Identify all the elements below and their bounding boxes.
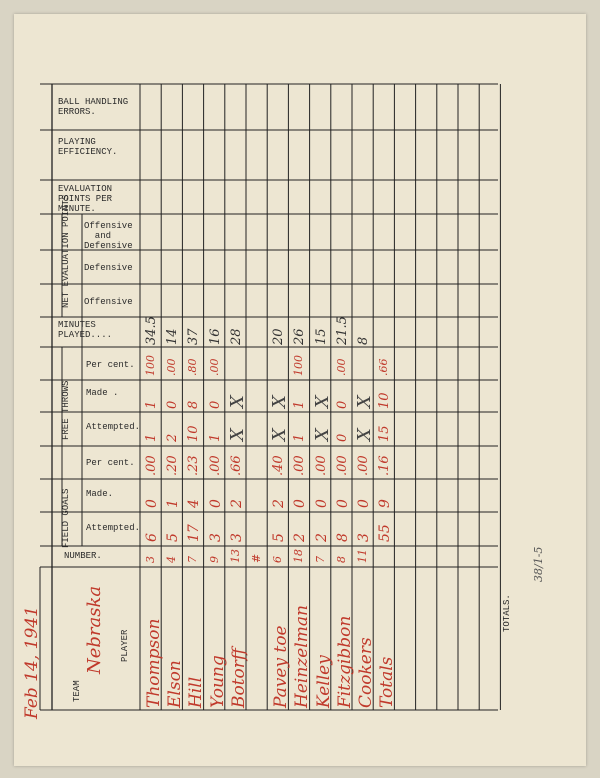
fg-attempted-value: 17 [186, 524, 203, 542]
ft-made-label: Made . [86, 388, 119, 398]
fg-percent-value: .00 [144, 455, 159, 476]
ft-made-value: 8 [186, 400, 202, 409]
net-evaluation-label: NET EVALUATION POINTS [61, 194, 71, 308]
minutes-played-label: MINUTES PLAYED.... [58, 320, 113, 340]
fg-percent-value: .16 [377, 455, 393, 476]
fg-attempted-value: 3 [228, 533, 245, 542]
team-name: Nebraska [84, 585, 105, 674]
fg-made-value: 0 [144, 499, 160, 508]
player-name: Thompson [144, 618, 164, 708]
fg-percent-value: .40 [271, 455, 287, 476]
ft-attempted-value: 15 [377, 425, 393, 442]
player-name: Heinzelman [292, 605, 313, 708]
fg-attempted-value: 3 [207, 533, 224, 542]
fg-attempted-value: 5 [271, 533, 288, 542]
fg-made-label: Made. [86, 489, 114, 499]
ft-made-value: 1 [144, 400, 159, 409]
ft-made-value: 0 [165, 400, 181, 409]
minutes-value: 26 [292, 328, 308, 345]
fg-percent-value: .66 [228, 455, 244, 476]
player-name: Elson [165, 660, 186, 708]
ft-per-cent-label: Per cent. [86, 360, 135, 370]
player-number: 4 [165, 556, 179, 563]
fg-percent-value: .20 [165, 455, 181, 476]
ft-percent-value: .00 [165, 358, 179, 376]
ft-attempted-value: 1 [207, 433, 223, 442]
totals-label: TOTALS. [502, 594, 512, 632]
ft-made-value: 1 [292, 400, 308, 409]
minutes-value: 28 [228, 328, 244, 345]
ft-percent-value: .00 [334, 358, 348, 376]
number-label: NUMBER. [64, 551, 102, 561]
fg-percent-value: .00 [313, 455, 329, 476]
ft-percent-value: .66 [377, 358, 391, 376]
ft-percent-value: .80 [186, 358, 200, 376]
fg-made-value: 0 [356, 499, 372, 508]
player-name: Hill [186, 676, 207, 708]
minutes-value: 16 [207, 328, 223, 345]
player-number: 11 [356, 549, 369, 563]
ft-attempted-value: X [311, 428, 333, 441]
minutes-value: 37 [186, 328, 202, 345]
player-name: Totals [377, 656, 398, 708]
fg-made-value: 0 [334, 499, 351, 508]
ft-attempted-value: 1 [144, 433, 159, 442]
ft-percent-value: 100 [292, 355, 306, 376]
fg-attempted-value: 2 [292, 533, 309, 542]
player-number: 13 [228, 549, 242, 563]
fg-attempted-value: 3 [356, 533, 372, 542]
fg-attempted-label: Attempted. [86, 523, 141, 533]
fg-percent-value: .23 [186, 455, 202, 476]
player-name: Kelley [313, 655, 334, 708]
ft-attempted-value: 1 [292, 433, 308, 442]
minutes-value: 34.5 [144, 316, 159, 345]
ft-made-value: X [354, 395, 375, 408]
player-number: 7 [313, 556, 327, 563]
offensive-defensive-label: Offensive and Defensive [84, 221, 133, 251]
offensive-label: Offensive [84, 297, 133, 307]
minutes-value: 21.5 [334, 316, 350, 345]
fg-made-value: 2 [228, 499, 245, 508]
player-name: Pavey toe [271, 625, 292, 708]
fg-attempted-value: 55 [377, 524, 394, 542]
fg-percent-value: .00 [207, 455, 223, 476]
player-number: 7 [186, 556, 200, 563]
ft-made-value: 0 [207, 400, 223, 409]
ft-made-value: X [226, 395, 248, 408]
ft-attempted-label: Attempted. [86, 422, 141, 432]
player-label: PLAYER [120, 629, 130, 662]
ft-made-value: X [269, 395, 291, 408]
ft-attempted-value: 2 [165, 433, 181, 442]
minutes-value: 15 [313, 328, 329, 345]
ft-attempted-value: X [269, 428, 291, 441]
fg-made-value: 0 [313, 499, 330, 508]
ft-percent-value: .00 [207, 358, 221, 376]
playing-efficiency-label: PLAYING EFFICIENCY. [58, 137, 118, 157]
ft-attempted-value: 0 [334, 433, 350, 442]
minutes-value: 14 [165, 328, 181, 345]
player-number: 9 [207, 556, 221, 563]
fg-made-value: 0 [292, 499, 309, 508]
ft-attempted-value: 10 [186, 425, 202, 442]
ft-made-value: 0 [334, 400, 350, 409]
fg-made-value: 0 [207, 499, 224, 508]
player-number: 6 [271, 556, 285, 563]
margin-date-note: Feb 14, 1941 [22, 606, 42, 719]
minutes-value: 20 [271, 328, 287, 345]
fg-attempted-value: 8 [334, 533, 351, 542]
player-number: # [250, 553, 263, 563]
fg-percent-value: .00 [356, 455, 371, 476]
fg-per-cent-label: Per cent. [86, 458, 135, 468]
fg-attempted-value: 5 [165, 533, 182, 542]
ft-made-value: 10 [377, 392, 393, 409]
ft-attempted-value: X [226, 428, 248, 441]
ball-handling-label: BALL HANDLING ERRORS. [58, 97, 129, 117]
player-number: 18 [292, 549, 306, 563]
fg-made-value: 4 [186, 499, 203, 508]
player-name: Botorff [228, 648, 249, 708]
ft-attempted-value: X [354, 428, 375, 441]
evaluation-points-label: EVALUATION POINTS PER MINUTE. [58, 184, 113, 214]
player-name: Fitzgibbon [334, 615, 355, 708]
free-throws-label: FREE THROWS [61, 380, 71, 440]
player-number: 8 [334, 556, 348, 563]
player-name: Young [207, 655, 228, 708]
defensive-label: Defensive [84, 263, 133, 273]
fg-attempted-value: 2 [313, 533, 330, 542]
fg-made-value: 1 [165, 499, 182, 508]
ft-made-value: X [311, 395, 333, 408]
corner-pencil-note: 38/1-5 [532, 546, 545, 582]
fg-percent-value: .00 [334, 455, 350, 476]
fg-made-value: 2 [271, 499, 288, 508]
ft-percent-value: 100 [144, 355, 157, 376]
minutes-value: 8 [356, 336, 371, 345]
fg-attempted-value: 6 [144, 533, 160, 542]
player-name: Cookers [356, 637, 376, 708]
fg-percent-value: .00 [292, 455, 308, 476]
field-goals-label: FIELD GOALS [61, 488, 71, 548]
fg-made-value: 9 [377, 499, 394, 508]
team-label: TEAM [72, 680, 82, 702]
player-number: 3 [144, 556, 157, 563]
score-sheet [14, 14, 586, 766]
